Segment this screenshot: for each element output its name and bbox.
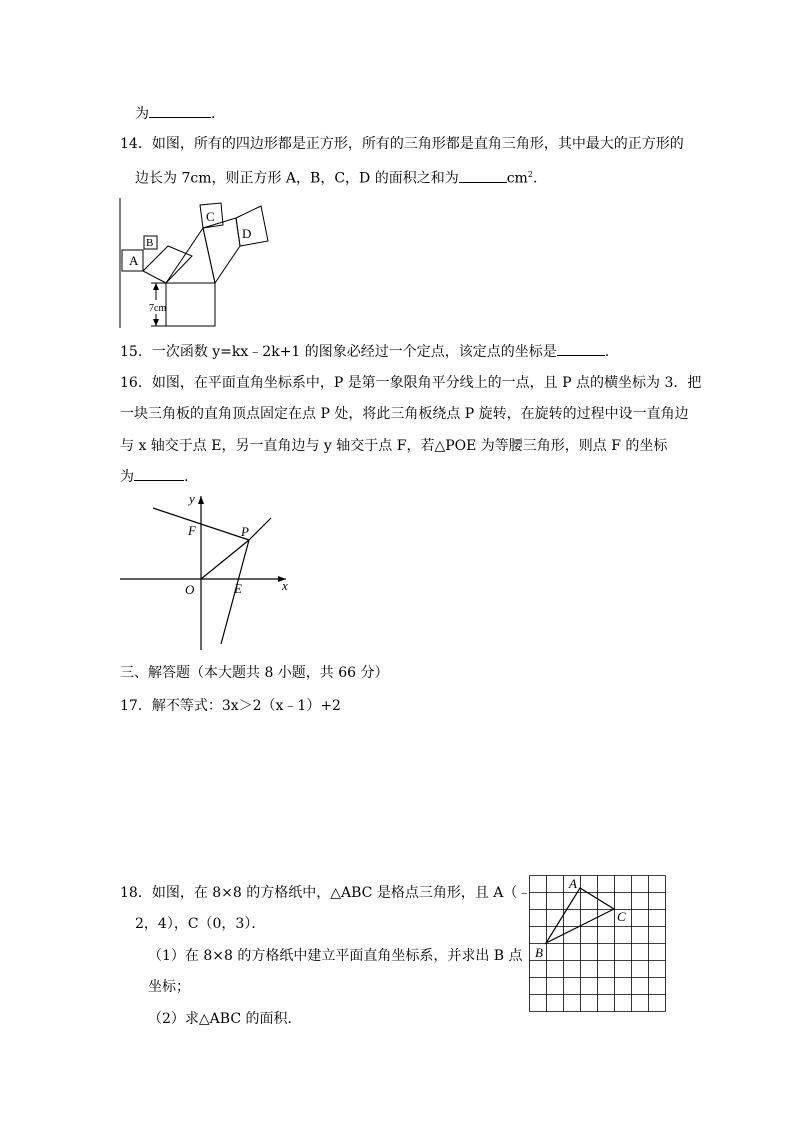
q16-label-P: P [241,524,249,539]
q15 [120,343,609,361]
q14-label-C: C [206,209,215,224]
q18-line3: （1）在 8×8 的方格纸中建立平面直角坐标系，并求出 B 点 [148,948,523,964]
answer-blank[interactable] [134,468,184,481]
q16-figure [118,490,298,654]
section3-title: 三、解答题（本大题共 8 小题，共 66 分） [120,665,389,681]
q16-label-x: x [282,578,288,593]
q17: 17．解不等式：3x＞2（x﹣1）+2 [120,698,341,714]
q14-unit: cm [506,170,528,187]
q14-line2 [135,166,537,188]
q15-end: . [604,344,610,360]
q16-end: . [184,469,189,485]
q16-label-F: F [188,523,196,538]
q14-label-A: A [129,253,139,268]
q14-label-D: D [242,226,252,241]
q14-unit-sup: 2 [527,170,533,179]
answer-blank[interactable] [149,105,211,118]
answer-blank[interactable] [557,343,605,356]
answer-blank[interactable] [459,170,507,183]
q13-tail-end: . [211,106,216,122]
q14-line1: 14．如图，所有的四边形都是正方形，所有的三角形都是直角三角形，其中最大的正方形的 [120,136,684,152]
q18-line4: 坐标； [148,979,190,995]
q13-tail-text: 为 [135,106,149,122]
q16-label-O: O [185,582,195,597]
q18-label-A: A [569,876,577,891]
q18-label-B: B [535,945,543,960]
q16-label-E: E [234,581,242,596]
q16-line3: 与 x 轴交于点 E，另一直角边与 y 轴交于点 F，若△POE 为等腰三角形，则点 F 的坐标 [120,438,668,454]
q15-text: 15．一次函数 y=kx﹣2k+1 的图象必经过一个定点，该定点的坐标是 [120,344,557,360]
q18-grid-figure [529,875,671,1017]
q14-label-len: 7cm [149,303,167,314]
q14-end: . [532,170,538,187]
triangle-abc [546,888,614,943]
q18-line1: 18．如图，在 8×8 的方格纸中，△ABC 是格点三角形，且 A（﹣ [120,885,532,901]
q18-line2: 2，4），C（0，3）． [135,916,266,932]
q18-label-C: C [617,909,626,924]
q16-label-y: y [189,491,195,506]
grid-lines [530,876,666,1012]
q16-line4-text: 为 [120,469,134,485]
q16-line2: 一块三角板的直角顶点固定在点 P 处，将此三角板绕点 P 旋转，在旋转的过程中设一直角边 [120,406,689,422]
q18-line5: （2）求△ABC 的面积． [148,1011,302,1027]
q16-line4 [120,468,188,486]
q14-label-B: B [146,237,154,249]
q14-line2-text: 边长为 7cm，则正方形 A，B，C，D 的面积之和为 [135,170,459,187]
q16-line1: 16．如图，在平面直角坐标系中，P 是第一象限角平分线上的一点，且 P 点的横坐标为 3．把 [120,375,702,391]
q14-figure [118,198,278,330]
q13-tail [135,105,215,123]
